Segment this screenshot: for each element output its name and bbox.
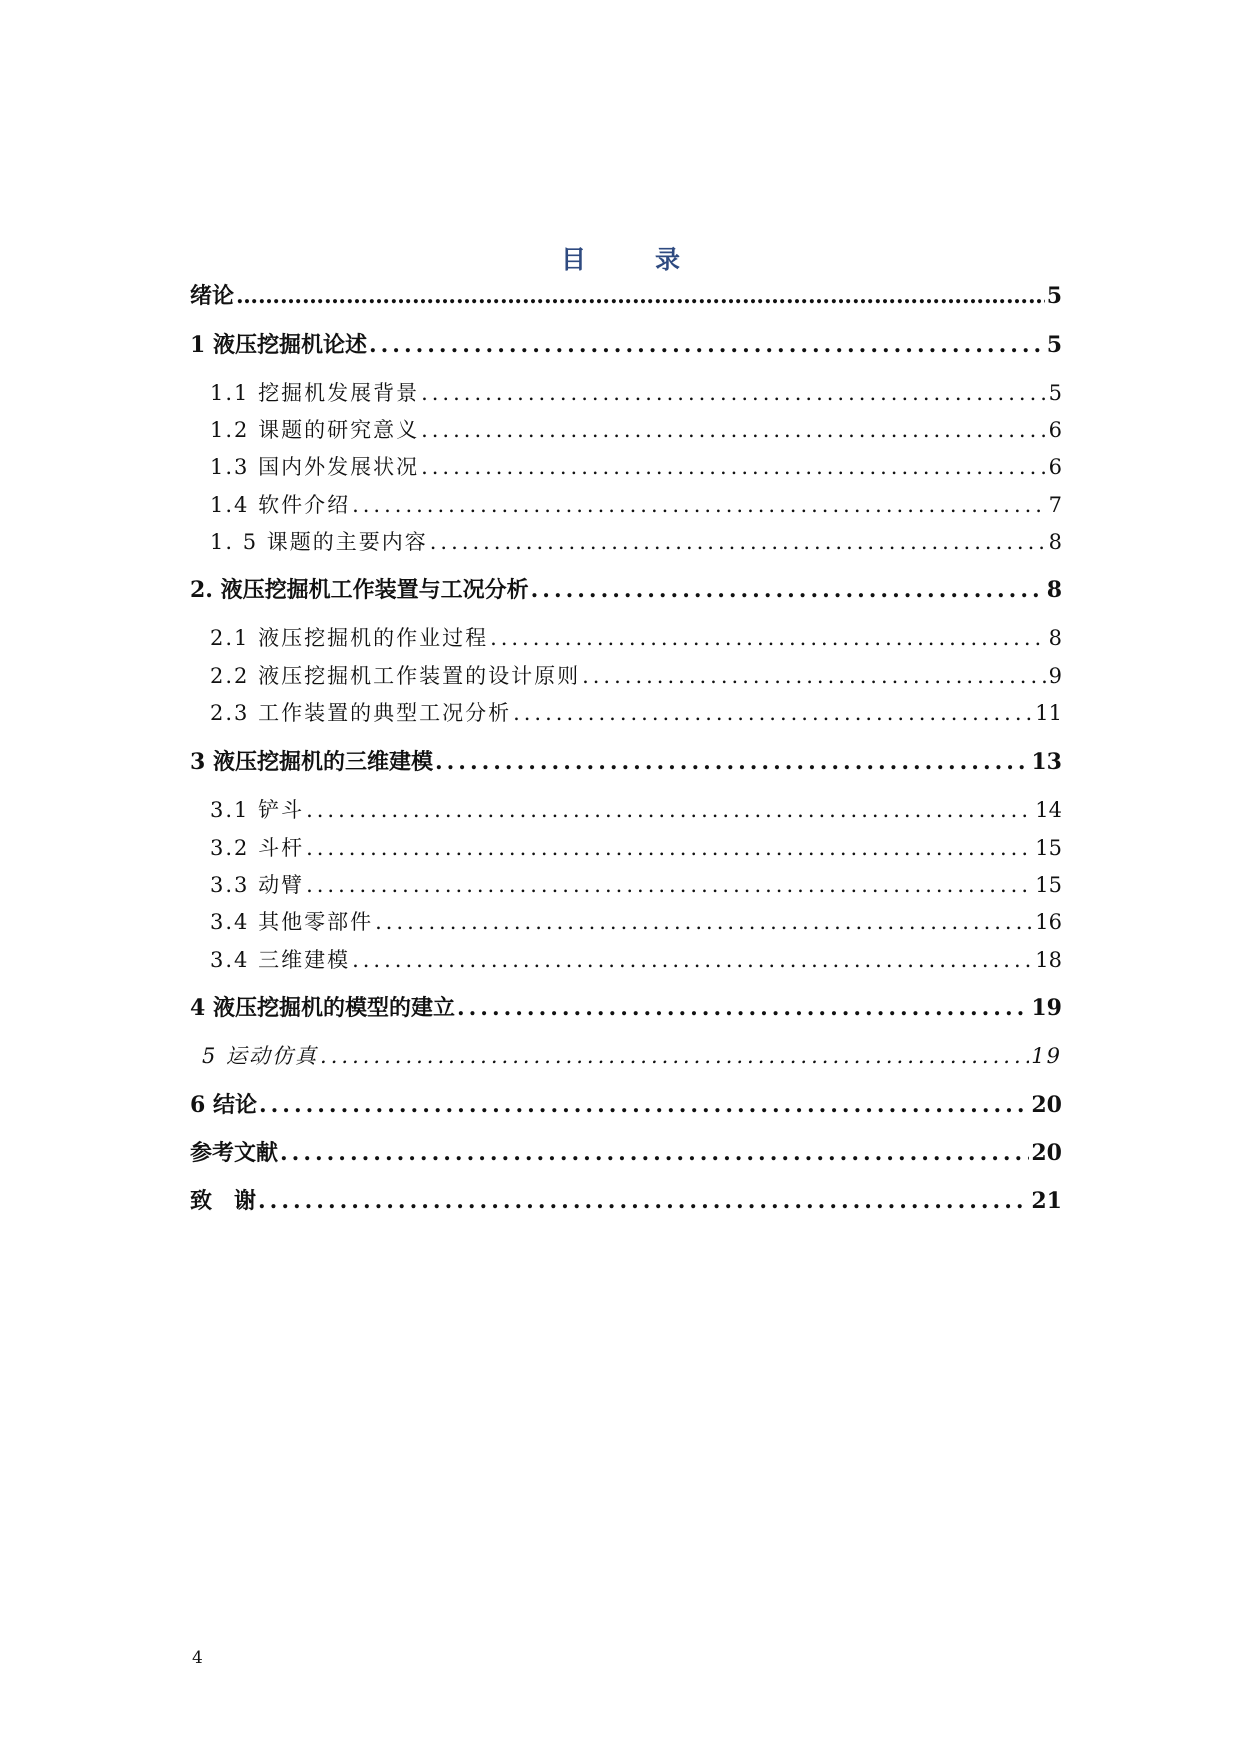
toc-entry[interactable] — [190, 1184, 1062, 1218]
toc-dot-leader — [513, 696, 1033, 730]
toc-entry-text: 1.4 软件介绍 — [210, 493, 351, 517]
toc-entry-text: 1.1 挖掘机发展背景 — [210, 381, 420, 405]
toc-page-number: 5 — [1046, 332, 1062, 358]
toc-entry[interactable] — [210, 450, 1062, 484]
toc-entry[interactable] — [210, 621, 1062, 655]
toc-entry-text: 1.3 国内外发展状况 — [210, 455, 420, 479]
toc-entry-text: 2.1 液压挖掘机的作业过程 — [210, 626, 489, 650]
toc-page-number: 21 — [1031, 1188, 1062, 1214]
toc-dot-leader — [490, 621, 1047, 655]
toc-entry[interactable] — [190, 991, 1062, 1025]
toc-dot-leader — [259, 1088, 1029, 1122]
toc-dot-leader — [280, 1136, 1029, 1170]
toc-page-number: 5 — [1046, 283, 1062, 309]
toc-dot-leader — [306, 831, 1033, 865]
toc-dot-leader — [258, 1184, 1029, 1218]
toc-dot-leader — [421, 376, 1047, 410]
toc-entry[interactable] — [210, 525, 1062, 559]
toc-page-number: 18 — [1035, 948, 1062, 972]
toc-entry-text: 2. 液压挖掘机工作装置与工况分析 — [190, 577, 529, 603]
toc-dot-leader — [369, 328, 1045, 362]
toc-entry[interactable] — [190, 1136, 1062, 1170]
toc-entry[interactable] — [210, 659, 1062, 693]
toc-page-number: 14 — [1035, 798, 1062, 822]
toc-entry[interactable] — [210, 868, 1062, 902]
toc-dot-leader — [352, 488, 1047, 522]
toc-page-number: 15 — [1035, 836, 1062, 860]
toc-entry[interactable] — [190, 279, 1062, 313]
toc-dot-leader — [457, 991, 1029, 1025]
toc-dot-leader — [421, 413, 1047, 447]
toc-page-number: 5 — [1048, 381, 1062, 405]
toc-page-number: 20 — [1031, 1140, 1062, 1166]
toc-entry[interactable] — [190, 1088, 1062, 1122]
toc-entry[interactable] — [210, 376, 1062, 410]
toc-entry[interactable] — [210, 793, 1062, 827]
toc-dot-leader — [582, 659, 1047, 693]
toc-entry-text: 3 液压挖掘机的三维建模 — [190, 749, 433, 775]
toc-entry-text: 致 谢 — [190, 1188, 257, 1214]
toc-page-number: 8 — [1048, 530, 1062, 554]
toc-page-number: 16 — [1035, 910, 1062, 934]
toc-entry-text: 2.2 液压挖掘机工作装置的设计原则 — [210, 664, 581, 688]
toc-page-number: 6 — [1048, 418, 1062, 442]
toc-page-number: 19 — [1031, 995, 1062, 1021]
toc-page-number: 6 — [1048, 455, 1062, 479]
toc-page-number: 9 — [1048, 664, 1062, 688]
toc-entry-text: 1. 5 课题的主要内容 — [210, 530, 428, 554]
toc-entry[interactable] — [202, 1039, 1062, 1073]
toc-entry-text: 5 运动仿真 — [202, 1044, 319, 1068]
toc-entry[interactable] — [210, 488, 1062, 522]
toc-dot-leader — [306, 793, 1033, 827]
toc-dot-leader — [236, 279, 1045, 313]
toc-entry[interactable] — [190, 573, 1062, 607]
toc-entry-text: 2.3 工作装置的典型工况分析 — [210, 701, 512, 725]
toc-dot-leader — [421, 450, 1047, 484]
toc-page-number: 20 — [1031, 1092, 1062, 1118]
page-number: 4 — [192, 1648, 203, 1668]
toc-dot-leader — [375, 905, 1033, 939]
toc-entry[interactable] — [210, 905, 1062, 939]
toc-dot-leader — [352, 943, 1033, 977]
toc-entry-text: 3.1 铲斗 — [210, 798, 305, 822]
toc-entry[interactable] — [210, 696, 1062, 730]
toc-page-number: 11 — [1035, 701, 1062, 725]
toc-entry-text: 6 结论 — [190, 1092, 257, 1118]
toc-entry-text: 1 液压挖掘机论述 — [190, 332, 367, 358]
toc-page-number: 8 — [1046, 577, 1062, 603]
toc-dot-leader — [306, 868, 1033, 902]
toc-entry-text: 3.2 斗杆 — [210, 836, 305, 860]
toc-title: 目 录 — [560, 245, 702, 274]
toc-entry-text: 4 液压挖掘机的模型的建立 — [190, 995, 455, 1021]
toc-entry-text: 1.2 课题的研究意义 — [210, 418, 420, 442]
toc-entry-text: 3.4 三维建模 — [210, 948, 351, 972]
toc-page-number: 8 — [1048, 626, 1062, 650]
toc-entry[interactable] — [190, 328, 1062, 362]
toc-entry-text: 3.3 动臂 — [210, 873, 305, 897]
toc-dot-leader — [320, 1039, 1029, 1073]
toc-entry-text: 参考文献 — [190, 1140, 279, 1166]
toc-page-number: 19 — [1031, 1044, 1062, 1068]
toc-entry[interactable] — [210, 413, 1062, 447]
toc-page-number: 13 — [1031, 749, 1062, 775]
toc-dot-leader — [531, 573, 1045, 607]
toc-page-number: 7 — [1048, 493, 1062, 517]
toc-entry-text: 绪论 — [190, 283, 235, 309]
toc-entry[interactable] — [210, 943, 1062, 977]
toc-page-number: 15 — [1035, 873, 1062, 897]
toc-dot-leader — [435, 745, 1029, 779]
toc-entry-text: 3.4 其他零部件 — [210, 910, 374, 934]
toc-entry[interactable] — [210, 831, 1062, 865]
toc-entry[interactable] — [190, 745, 1062, 779]
toc-dot-leader — [430, 525, 1047, 559]
